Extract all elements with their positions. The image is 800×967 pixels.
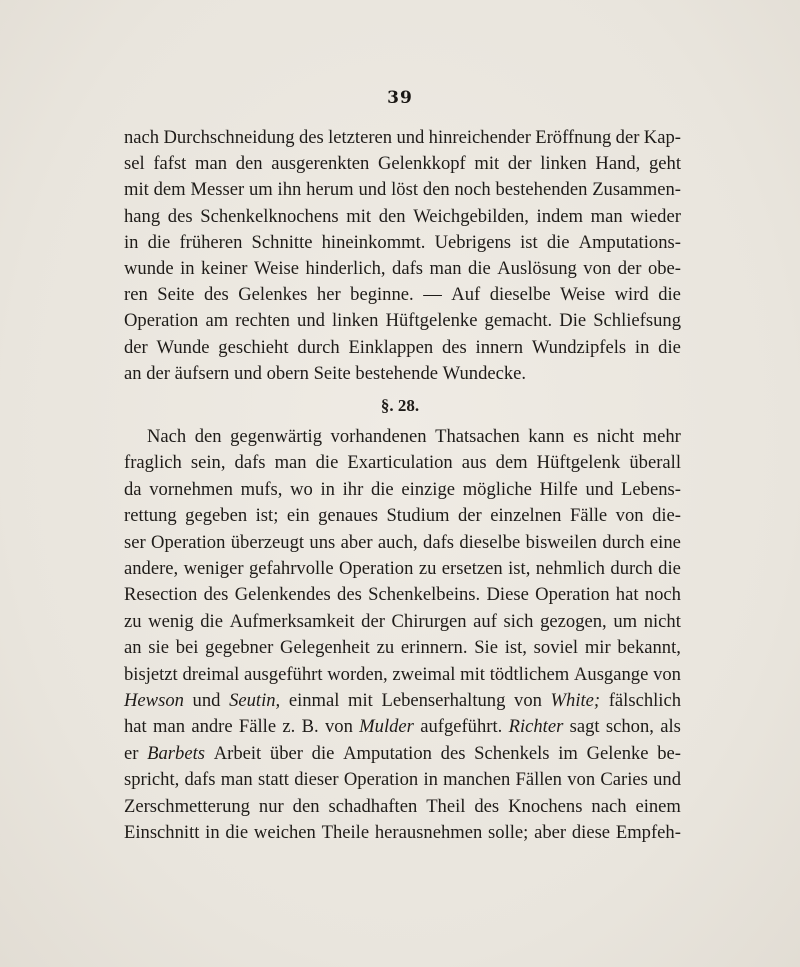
text-line: sel fafst man den ausgerenkten Gelenkkopf mit der linken Hand, geht — [124, 153, 681, 175]
text-line: Hewson und Seutin, einmal mit Lebenserhaltung von White; fälschlich — [124, 690, 681, 711]
text-line: er Barbets Arbeit über die Amputation des Schenkels im Gelenke be- — [124, 742, 681, 764]
text-line: Nach den gegenwärtig vorhandenen Thatsachen kann es nicht mehr — [147, 426, 681, 447]
text-line: hat man andre Fälle z. B. von Mulder aufgeführt. Richter sagt schon, als — [124, 716, 681, 738]
text-line: fraglich sein, dafs man die Exarticulation aus dem Hüftgelenk überall — [124, 452, 681, 474]
text-line: da vornehmen mufs, wo in ihr die einzige mögliche Hilfe und Lebens- — [124, 478, 681, 500]
text-line: nach Durchschneidung des letzteren und hinreichender Eröffnung der Kap- — [124, 127, 681, 148]
text-line: an sie bei gegebner Gelegenheit zu erinnern. Sie ist, soviel mir bekannt, — [124, 637, 681, 659]
text-line: ser Operation überzeugt uns aber auch, dafs dieselbe bisweilen durch eine — [124, 531, 681, 553]
text-line: zu wenig die Aufmerksamkeit der Chirurgen auf sich gezogen, um nicht — [124, 610, 681, 632]
text-line: wunde in keiner Weise hinderlich, dafs man die Auslösung von der obe- — [124, 258, 681, 279]
text-line: Zerschmetterung nur den schadhaften Theil des Knochens nach einem — [124, 795, 681, 817]
text-line: mit dem Messer um ihn herum und löst den noch bestehenden Zusammen- — [124, 179, 681, 201]
text-line: hang des Schenkelknochens mit den Weichgebilden, indem man wieder — [124, 205, 681, 227]
text-line: bisjetzt dreimal ausgeführt worden, zweimal mit tödtlichem Ausgange von — [124, 663, 681, 685]
text-line: Resection des Gelenkendes des Schenkelbeins. Diese Operation hat noch — [124, 584, 681, 606]
text-line: in die früheren Schnitte hineinkommt. Uebrigens ist die Amputations- — [124, 231, 681, 253]
text-line: spricht, dafs man statt dieser Operation in manchen Fällen von Caries und — [124, 769, 681, 791]
section-heading: §. 28. — [380, 396, 420, 415]
text-line: rettung gegeben ist; ein genaues Studium der einzelnen Fälle von die- — [124, 505, 681, 527]
text-line: Operation am rechten und linken Hüftgelenke gemacht. Die Schliefsung — [124, 310, 681, 332]
page-number: 39 — [387, 88, 413, 108]
text-line: andere, weniger gefahrvolle Operation zu ersetzen ist, nehmlich durch die — [124, 558, 681, 579]
text-line: Einschnitt in die weichen Theile herausnehmen solle; aber diese Empfeh- — [124, 822, 681, 843]
text-line: ren Seite des Gelenkes her beginne. — Auf dieselbe Weise wird die — [124, 284, 681, 306]
text-line: der Wunde geschieht durch Einklappen des innern Wundzipfels in die — [124, 336, 681, 358]
text-line: an der äufsern und obern Seite bestehende Wundecke. — [124, 362, 527, 384]
